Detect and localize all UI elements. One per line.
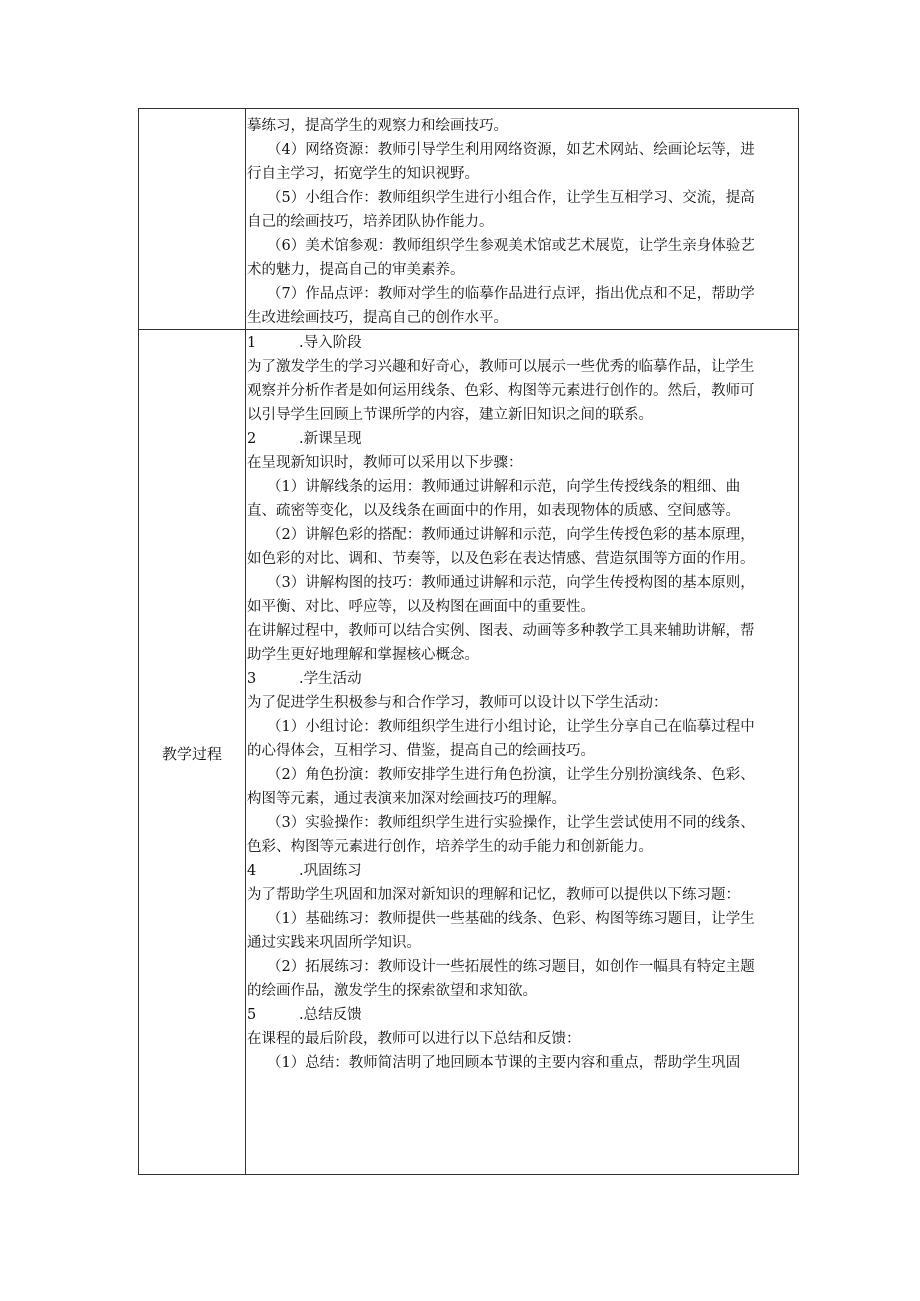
body-line: 如平衡、对比、呼应等，以及构图在画面中的重要性。 [247,599,595,615]
body-line: 为了促进学生积极参与和合作学习，教师可以设计以下学生活动： [247,695,668,711]
section-title: .总结反馈 [299,1007,362,1023]
body-line: 的绘画作品，激发学生的探索欲望和求知欲。 [247,983,537,999]
body-line: （1）总结：教师简洁明了地回顾本节课的主要内容和重点，帮助学生巩固 [267,1055,741,1071]
table-right-border [798,108,799,1175]
body-line: 在呈现新知识时，教师可以采用以下步骤： [247,455,523,471]
row-label-teaching-process: 教学过程 [161,745,222,763]
row1-line: 行自主学习，拓宽学生的知识视野。 [247,166,479,182]
body-line: 为了帮助学生巩固和加深对新知识的理解和记忆，教师可以提供以下练习题： [247,887,740,903]
section-number: 4 [247,863,257,879]
table-bottom-border [138,1174,799,1175]
row2-content [247,331,795,1075]
body-line: （2）角色扮演：教师安排学生进行角色扮演，让学生分别扮演线条、色彩、 [267,767,755,783]
section-title: .导入阶段 [299,335,362,351]
row1-line: （4）网络资源：教师引导学生利用网络资源，如艺术网站、绘画论坛等，进 [267,142,755,158]
section-number: 1 [247,335,257,351]
section-number: 3 [247,671,257,687]
body-line: 在课程的最后阶段，教师可以进行以下总结和反馈： [247,1031,581,1047]
body-line: 构图等元素，通过表演来加深对绘画技巧的理解。 [247,791,566,807]
body-line: 在讲解过程中，教师可以结合实例、图表、动画等多种教学工具来辅助讲解，帮 [247,623,755,639]
body-line: 通过实践来巩固所学知识。 [247,935,421,951]
body-line: （1）基础练习：教师提供一些基础的线条、色彩、构图等练习题目，让学生 [267,911,755,927]
body-line: 以引导学生回顾上节课所学的内容，建立新旧知识之间的联系。 [247,407,653,423]
body-line: （2）讲解色彩的搭配：教师通过讲解和示范，向学生传授色彩的基本原理， [267,527,755,543]
row1-line: （7）作品点评：教师对学生的临摹作品进行点评，指出优点和不足，帮助学 [267,286,755,302]
body-line: 如色彩的对比、调和、节奏等，以及色彩在表达情感、营造氛围等方面的作用。 [247,551,755,567]
body-line: 助学生更好地理解和掌握核心概念。 [247,647,479,663]
row1-line: 摹练习，提高学生的观察力和绘画技巧。 [247,118,508,134]
body-line: 直、疏密等变化，以及线条在画面中的作用，如表现物体的质感、空间感等。 [247,503,740,519]
table-top-border [138,108,799,109]
row1-line: 术的魅力，提高自己的审美素养。 [247,262,465,278]
section-number: 2 [247,431,257,447]
row-divider [138,329,799,330]
section-title: .学生活动 [299,671,362,687]
section-heading [247,667,795,691]
row1-line: （6）美术馆参观：教师组织学生参观美术馆或艺术展览，让学生亲身体验艺 [267,238,755,254]
section-title: .巩固练习 [299,863,362,879]
section-heading [247,859,795,883]
row1-line: 自己的绘画技巧，培养团队协作能力。 [247,214,494,230]
body-line: （1）小组讨论：教师组织学生进行小组讨论，让学生分享自己在临摹过程中 [267,719,755,735]
section-heading [247,1003,795,1027]
section-heading [247,427,795,451]
body-line: 观察并分析作者是如何运用线条、色彩、构图等元素进行创作的。然后，教师可 [247,383,755,399]
body-line: （3）讲解构图的技巧：教师通过讲解和示范，向学生传授构图的基本原则， [267,575,755,591]
row1-line: （5）小组合作：教师组织学生进行小组合作，让学生互相学习、交流，提高 [267,190,755,206]
body-line: （3）实验操作：教师组织学生进行实验操作，让学生尝试使用不同的线条、 [267,815,755,831]
body-line: （1）讲解线条的运用：教师通过讲解和示范，向学生传授线条的粗细、曲 [267,479,741,495]
section-heading [247,331,795,355]
column-divider [245,108,246,1175]
row1-line: 生改进绘画技巧，提高自己的创作水平。 [247,310,508,326]
table-left-border [138,108,139,1175]
body-line: 色彩、构图等元素进行创作，培养学生的动手能力和创新能力。 [247,839,653,855]
body-line: （2）拓展练习：教师设计一些拓展性的练习题目，如创作一幅具有特定主题 [267,959,755,975]
body-line: 的心得体会，互相学习、借鉴，提高自己的绘画技巧。 [247,743,595,759]
row1-content [247,114,795,328]
section-number: 5 [247,1007,257,1023]
body-line: 为了激发学生的学习兴趣和好奇心，教师可以展示一些优秀的临摹作品，让学生 [247,359,755,375]
section-title: .新课呈现 [299,431,362,447]
